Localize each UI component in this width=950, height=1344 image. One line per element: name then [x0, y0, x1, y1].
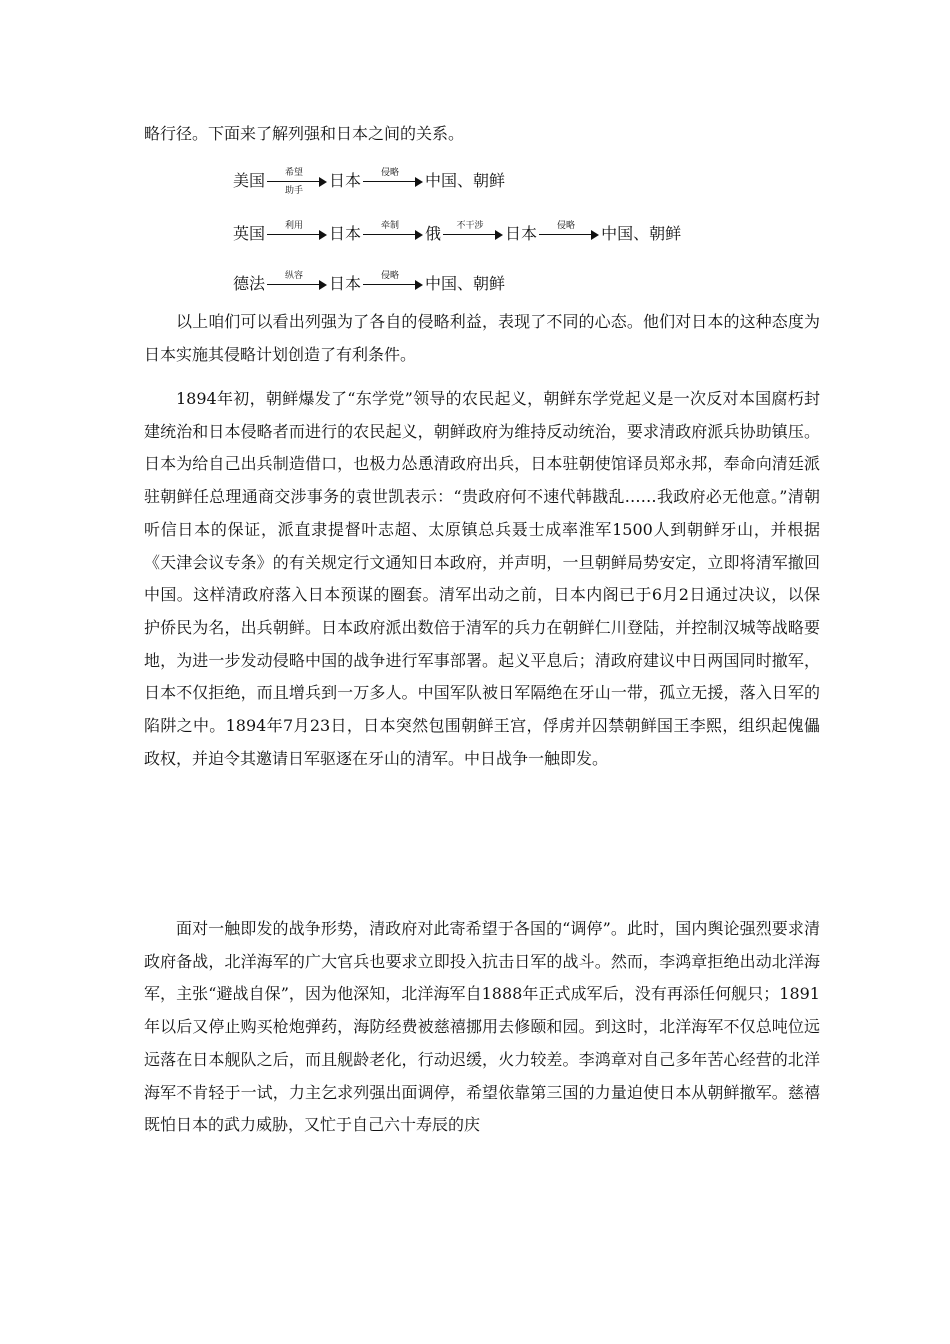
node-russia: 俄 [425, 224, 442, 243]
intro-line: 略行径。下面来了解列强和日本之间的关系。 [144, 124, 465, 143]
arrow-label: 希望 [285, 168, 304, 178]
node-usa: 美国 [233, 171, 266, 190]
node-uk: 英国 [233, 224, 266, 243]
paragraph: 面对一触即发的战争形势，清政府对此寄希望于各国的“调停”。此时，国内舆论强烈要求清政府备战，北洋海军的广大官兵也要求立即投入抗击日军的战斗。然而，李鸿章拒绝出动北洋海军，主张“避战自保”，因为他深知，北洋海军自1888年正式成军后，没有再添任何舰只；1891年以后又停止购买枪炮弹药，海防经费被慈禧挪用去修颐和园。到这时，北洋海军不仅总吨位远远落在日本舰队之后，而且舰龄老化，行动迟缓，火力较差。李鸿章对自己多年苦心经营的北洋海军不肯轻于一试，力主乞求列强出面调停，希望依靠第三国的力量迫使日本从朝鲜撤军。慈禧既怕日本的武力威胁，又忙于自己六十寿辰的庆 [144, 919, 820, 1135]
arrow-label: 纵容 [285, 271, 304, 281]
diagram-row-usa [233, 166, 505, 196]
arrow-right-icon [267, 168, 327, 196]
arrow-right-icon [363, 221, 423, 244]
node-japan: 日本 [329, 274, 362, 293]
diagram-row-germany-france [233, 269, 505, 299]
node-china-korea: 中国、朝鲜 [601, 224, 682, 243]
node-japan: 日本 [505, 224, 538, 243]
node-germany-france: 德法 [233, 274, 266, 293]
arrow-label: 利用 [285, 221, 304, 231]
node-china-korea: 中国、朝鲜 [425, 274, 506, 293]
arrow-right-icon [363, 271, 423, 294]
arrow-label: 侵略 [557, 221, 576, 231]
relations-diagram [233, 160, 753, 300]
node-japan: 日本 [329, 171, 362, 190]
arrow-right-icon [363, 168, 423, 191]
paragraph: 以上咱们可以看出列强为了各自的侵略利益，表现了不同的心态。他们对日本的这种态度为日本实施其侵略计划创造了有利条件。 [144, 312, 820, 364]
paragraph: 1894年初，朝鲜爆发了“东学党”领导的农民起义，朝鲜东学党起义是一次反对本国腐朽封建统治和日本侵略者而进行的农民起义，朝鲜政府为维持反动统治，要求清政府派兵协助镇压。日本为给自己出兵制造借口，也极力怂恿清政府出兵，日本驻朝使馆译员郑永邦，奉命向清廷派驻朝鲜任总理通商交涉事务的袁世凯表示：“贵政府何不速代韩戡乱……我政府必无他意。”清朝听信日本的保证，派直隶提督叶志超、太原镇总兵聂士成率淮军1500人到朝鲜牙山，并根据《天津会议专条》的有关规定行文通知日本政府，并声明，一旦朝鲜局势安定，立即将清军撤回中国。这样清政府落入日本预谋的圈套。清军出动之前，日本内阁已于6月2日通过决议，以保护侨民为名，出兵朝鲜。日本政府派出数倍于清军的兵力在朝鲜仁川登陆，并控制汉城等战略要地，为进一步发动侵略中国的战争进行军事部署。起义平息后；清政府建议中日两国同时撤军，日本不仅拒绝，而且增兵到一万多人。中国军队被日军隔绝在牙山一带，孤立无援，落入日军的陷阱之中。1894年7月23日，日本突然包围朝鲜王宫，俘虏并囚禁朝鲜国王李熙，组织起傀儡政权，并迫令其邀请日军驱逐在牙山的清军。中日战争一触即发。 [144, 389, 820, 768]
arrow-right-icon [539, 221, 599, 244]
node-japan: 日本 [329, 224, 362, 243]
arrow-right-icon [267, 271, 327, 294]
arrow-label: 不干涉 [456, 221, 484, 231]
arrow-right-icon [443, 221, 503, 244]
arrow-label: 侵略 [381, 168, 400, 178]
arrow-right-icon [267, 221, 327, 244]
diagram-row-uk [233, 219, 681, 249]
arrow-label: 助手 [285, 186, 304, 196]
arrow-label: 侵略 [381, 271, 400, 281]
arrow-label: 牵制 [381, 221, 400, 231]
node-china-korea: 中国、朝鲜 [425, 171, 506, 190]
